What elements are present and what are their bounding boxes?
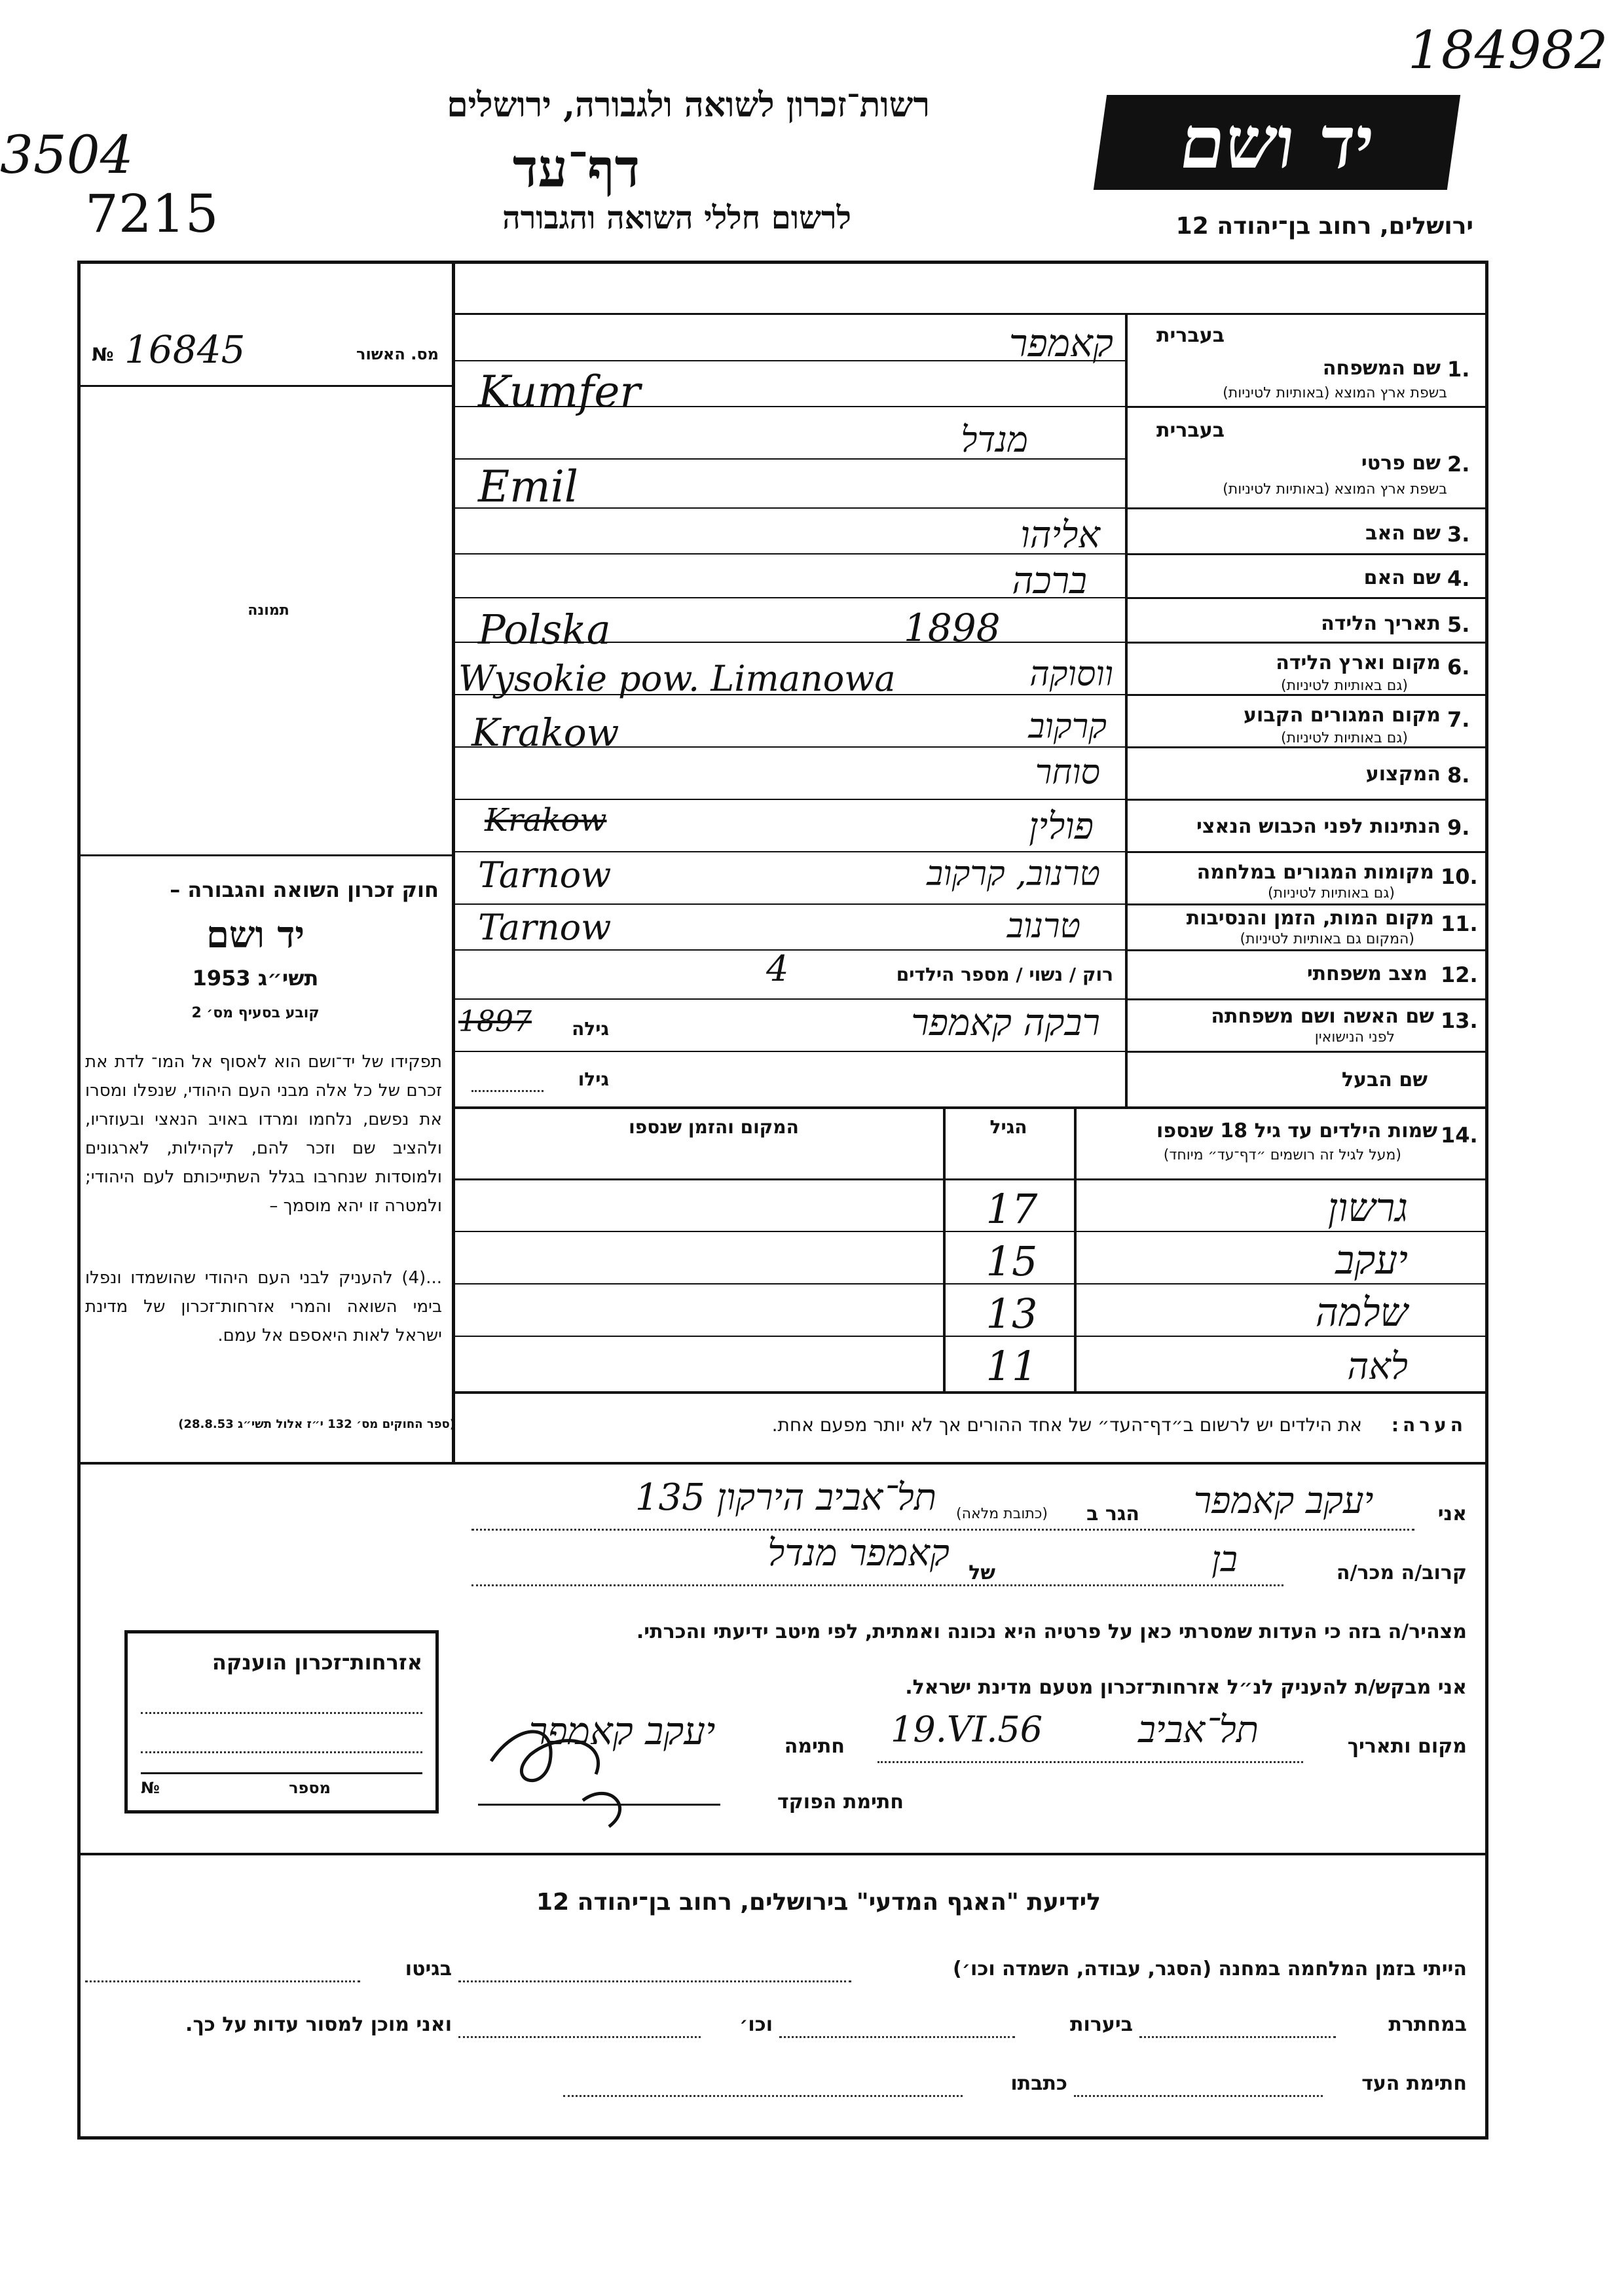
declarant-label: אני [1437, 1503, 1467, 1525]
husband-age-label: גילו [578, 1068, 609, 1090]
field-3-hebrew-value[interactable]: אליהו [1020, 514, 1100, 556]
archive-number-left-2: 7215 [85, 183, 219, 244]
authority-name: רשות־זכרון לשואה ולגבורה, ירושלים [447, 85, 930, 125]
children-col-age: הגיל [989, 1116, 1027, 1138]
children-label: שמות הילדים עד גיל 18 שנספו [1156, 1120, 1437, 1142]
field-5-date-value[interactable]: 1898 [904, 606, 1001, 650]
field-11-number: 11. [1441, 911, 1478, 936]
field-1-sub: בשפת ארץ המוצא (באותיות לטיניות) [1223, 385, 1447, 401]
field-1-tag: בעברית [1156, 324, 1225, 347]
footer-line2-underground: במחתרת [1388, 2013, 1467, 2036]
field-1-hebrew-value[interactable]: קאמפר [1008, 321, 1113, 365]
children-col-place: המקום והזמן שנספו [629, 1116, 799, 1138]
child-3-name[interactable]: שלמה [1315, 1290, 1408, 1336]
law-clause: קובע בסעיף מס׳ 2 [191, 1005, 320, 1021]
field-13-age-label: גילה [572, 1018, 609, 1040]
signature-label: חתימה [784, 1735, 845, 1758]
full-address-hint: (כתובת מלאה) [956, 1506, 1048, 1522]
citizenship-number-label: מספר [289, 1779, 331, 1797]
field-3-number: 3. [1447, 522, 1470, 547]
field-10-latin-value[interactable]: Tarnow [478, 854, 612, 896]
field-3-label: שם האב [1365, 522, 1441, 545]
child-3-age[interactable]: 13 [986, 1290, 1038, 1338]
field-12-status-options: רוק / נשוי / מספר הילדים [896, 964, 1113, 985]
field-12-number: 12. [1441, 962, 1478, 987]
law-reference: (ספר החוקים מס׳ 132 י״ז אלול תשי״ג 28.8.53) [178, 1417, 455, 1431]
children-number: 14. [1441, 1123, 1478, 1148]
citizenship-number-sign: № [141, 1779, 160, 1797]
field-4-label: שם האם [1363, 566, 1441, 589]
field-7-sub: (גם באותיות לטיניות) [1281, 730, 1408, 746]
signature-value[interactable]: יעקב קאמפר [528, 1709, 716, 1753]
footer-line2-etc: וכו׳ [739, 2013, 773, 2036]
of-label: של [969, 1561, 995, 1584]
law-year: תשי״ג 1953 [192, 966, 319, 991]
field-11-label: מקום המות, הזמן והנסיבות [1186, 907, 1434, 930]
field-11-hebrew-value[interactable]: טרנוב [1006, 907, 1080, 946]
relative-label: קרוב/ה מכר/ה [1336, 1561, 1467, 1584]
footer-address-label: כתבתו [1010, 2072, 1067, 2095]
field-7-latin-value[interactable]: Krakow [471, 710, 619, 755]
footer-witness-signature: חתימת העד [1361, 2072, 1467, 2095]
field-8-number: 8. [1447, 763, 1470, 788]
child-2-name[interactable]: יעקב [1335, 1237, 1408, 1283]
field-2-label: שם פרטי [1361, 452, 1441, 475]
relative-value[interactable]: בן [1211, 1539, 1238, 1580]
archive-number-top-right: 184982 [1408, 20, 1608, 81]
field-9-number: 9. [1447, 815, 1470, 840]
law-name: יד ושם [206, 913, 305, 957]
footer-line2-forests: ביערות [1070, 2013, 1133, 2036]
law-text-1: תפקידו של יד־ושם הוא לאסוף אל המו־ לדת את זכרם של כל אלה מבני העם היהודי, שנפלו ומסרו את נפשם, נלחמו ומרדו באויב הנאצי ובעוזריו, ולהציב שם וזכר להם, לקהילות, לארגונים ולמוסדות שנחרבו בגלל השתייכותם לעם היהודי; ולמטרה זו יהא מוסמך – [85, 1052, 442, 1216]
declarant-address[interactable]: תל־אביב הירקון 135 [635, 1476, 936, 1519]
field-5-label: תאריך הלידה [1321, 612, 1441, 635]
law-text-2: ...(4) להעניק לבני העם היהודי שהושמדו ונפלו בימי השואה והמרי אזרחות־זכרון של מדינת ישראל לאות היאספם אל עמם. [85, 1268, 442, 1345]
field-2-latin-value[interactable]: Emil [478, 462, 578, 512]
field-9-hebrew-value[interactable]: פולין [1029, 805, 1094, 848]
note-label: הערה: [1391, 1414, 1467, 1436]
field-6-latin-value[interactable]: Wysokie pow. Limanowa [458, 658, 896, 699]
child-2-age[interactable]: 15 [986, 1237, 1038, 1285]
footer-title: לידיעת "האגף המדעי" בירושלים, רחוב בן־יהודה 12 [536, 1889, 1101, 1916]
request-text: אני מבקש/ת להעניק לנ״ל אזרחות־זכרון מטעם מדינת ישראל. [905, 1676, 1467, 1699]
field-13-sub: לפני הנישואין [1314, 1029, 1395, 1046]
child-4-name[interactable]: לאה [1347, 1345, 1408, 1388]
child-1-age[interactable]: 17 [986, 1185, 1038, 1233]
field-2-hebrew-value[interactable]: מנדל [961, 419, 1028, 460]
field-7-number: 7. [1447, 707, 1470, 732]
field-13-wife-name[interactable]: רבקה קאמפר [911, 1002, 1100, 1044]
field-8-hebrew-value[interactable]: סוחר [1035, 753, 1100, 792]
field-13-label: שם האשה ושם משפחתה [1211, 1005, 1434, 1028]
field-10-sub: (גם באותיות לטיניות) [1268, 885, 1395, 902]
field-12-children-count[interactable]: 4 [766, 948, 789, 989]
field-4-number: 4. [1447, 566, 1470, 591]
field-7-label: מקום המגורים הקבוע [1244, 704, 1441, 727]
field-9-label: הנתינות לפני הכבוש הנאצי [1196, 815, 1441, 838]
signature-scribble [478, 1702, 779, 1833]
children-sub: (מעל לגיל זה רושמים ״דף־עד״ מיוחד) [1163, 1147, 1401, 1163]
note-text: את הילדים יש לרשום ב״דף־העד״ של אחד ההורים אך לא יותר מפעם אחת. [771, 1414, 1362, 1436]
field-6-label: מקום וארץ הלידה [1276, 651, 1441, 674]
child-4-age[interactable]: 11 [986, 1342, 1038, 1390]
field-2-tag: בעברית [1156, 419, 1225, 442]
resident-label: הגר ב [1086, 1503, 1139, 1525]
field-13-number: 13. [1441, 1008, 1478, 1033]
yad-vashem-logo: יד ושם [1094, 95, 1460, 190]
field-4-hebrew-value[interactable]: ברכה [1012, 560, 1087, 602]
field-1-latin-value[interactable]: Kumfer [478, 367, 640, 417]
field-11-latin-value[interactable]: Tarnow [478, 907, 612, 948]
child-1-name[interactable]: גרשון [1327, 1185, 1408, 1231]
field-5-latin-value[interactable]: Polska [478, 606, 611, 653]
field-1-number: 1. [1447, 357, 1470, 382]
date-value[interactable]: 19.VI.56 [891, 1709, 1043, 1750]
citizenship-title: אזרחות־זכרון הוענקה [212, 1650, 422, 1675]
photo-label: תמונה [248, 602, 289, 619]
footer-line2-willing: ואני מוכן למסור עדות על כך. [185, 2013, 452, 2036]
citizenship-box [124, 1630, 439, 1813]
official-signature-label: חתימת הפוקד [777, 1791, 904, 1813]
field-6-sub: (גם באותיות לטיניות) [1281, 678, 1408, 694]
declaration-text: מצהיר/ה בזה כי העדות שמסרתי כאן על פרטיה היא נכונה ואמתית, לפי מיטב ידיעתי והכרתי. [636, 1620, 1467, 1643]
law-title: חוק זכרון השואה והגבורה – [170, 877, 439, 902]
field-10-label: מקומות המגורים במלחמה [1196, 861, 1434, 884]
of-value[interactable]: קאמפר מנדל [767, 1532, 950, 1575]
place-value[interactable]: תל־אביב [1137, 1709, 1259, 1751]
declarant-name[interactable]: יעקב קאמפר [1193, 1480, 1374, 1522]
field-6-hebrew-value[interactable]: ווסוקה [1029, 655, 1113, 694]
field-10-hebrew-value[interactable]: טרנוב, קרקוב [927, 854, 1100, 894]
header-address: ירושלים, רחוב בן־יהודה 12 [1175, 213, 1473, 240]
field-11-sub: (המקום גם באותיות לטיניות) [1240, 931, 1414, 947]
footer-line1-ghetto: בגיטו [405, 1958, 452, 1980]
footer-line1-camp: הייתי בזמן המלחמה במחנה (הסגר, עבודה, השמדה וכו׳) [953, 1958, 1467, 1980]
field-2-sub: בשפת ארץ המוצא (באותיות לטיניות) [1223, 481, 1447, 498]
field-10-number: 10. [1441, 864, 1478, 889]
field-7-hebrew-value[interactable]: קרקוב [1028, 707, 1107, 746]
field-2-number: 2. [1447, 452, 1470, 477]
form-subtitle: לרשום חללי השואה והגבורה [502, 200, 851, 236]
approval-number: № 16845 מס. האשור [92, 327, 439, 372]
field-12-label: מצב משפחתי [1306, 962, 1428, 985]
archive-number-left-1: 3504 [0, 124, 134, 185]
field-9-latin-value[interactable]: Krakow [485, 802, 607, 839]
field-6-number: 6. [1447, 655, 1470, 680]
form-title: דף־עד [512, 137, 640, 199]
place-date-label: מקום ותאריך [1347, 1735, 1467, 1758]
husband-label: שם הבעל [1341, 1068, 1428, 1091]
field-1-label: שם המשפחה [1322, 357, 1441, 380]
field-5-number: 5. [1447, 612, 1470, 637]
field-8-label: המקצוע [1365, 763, 1441, 786]
field-13-age-value[interactable]: 1897 [458, 1005, 532, 1038]
